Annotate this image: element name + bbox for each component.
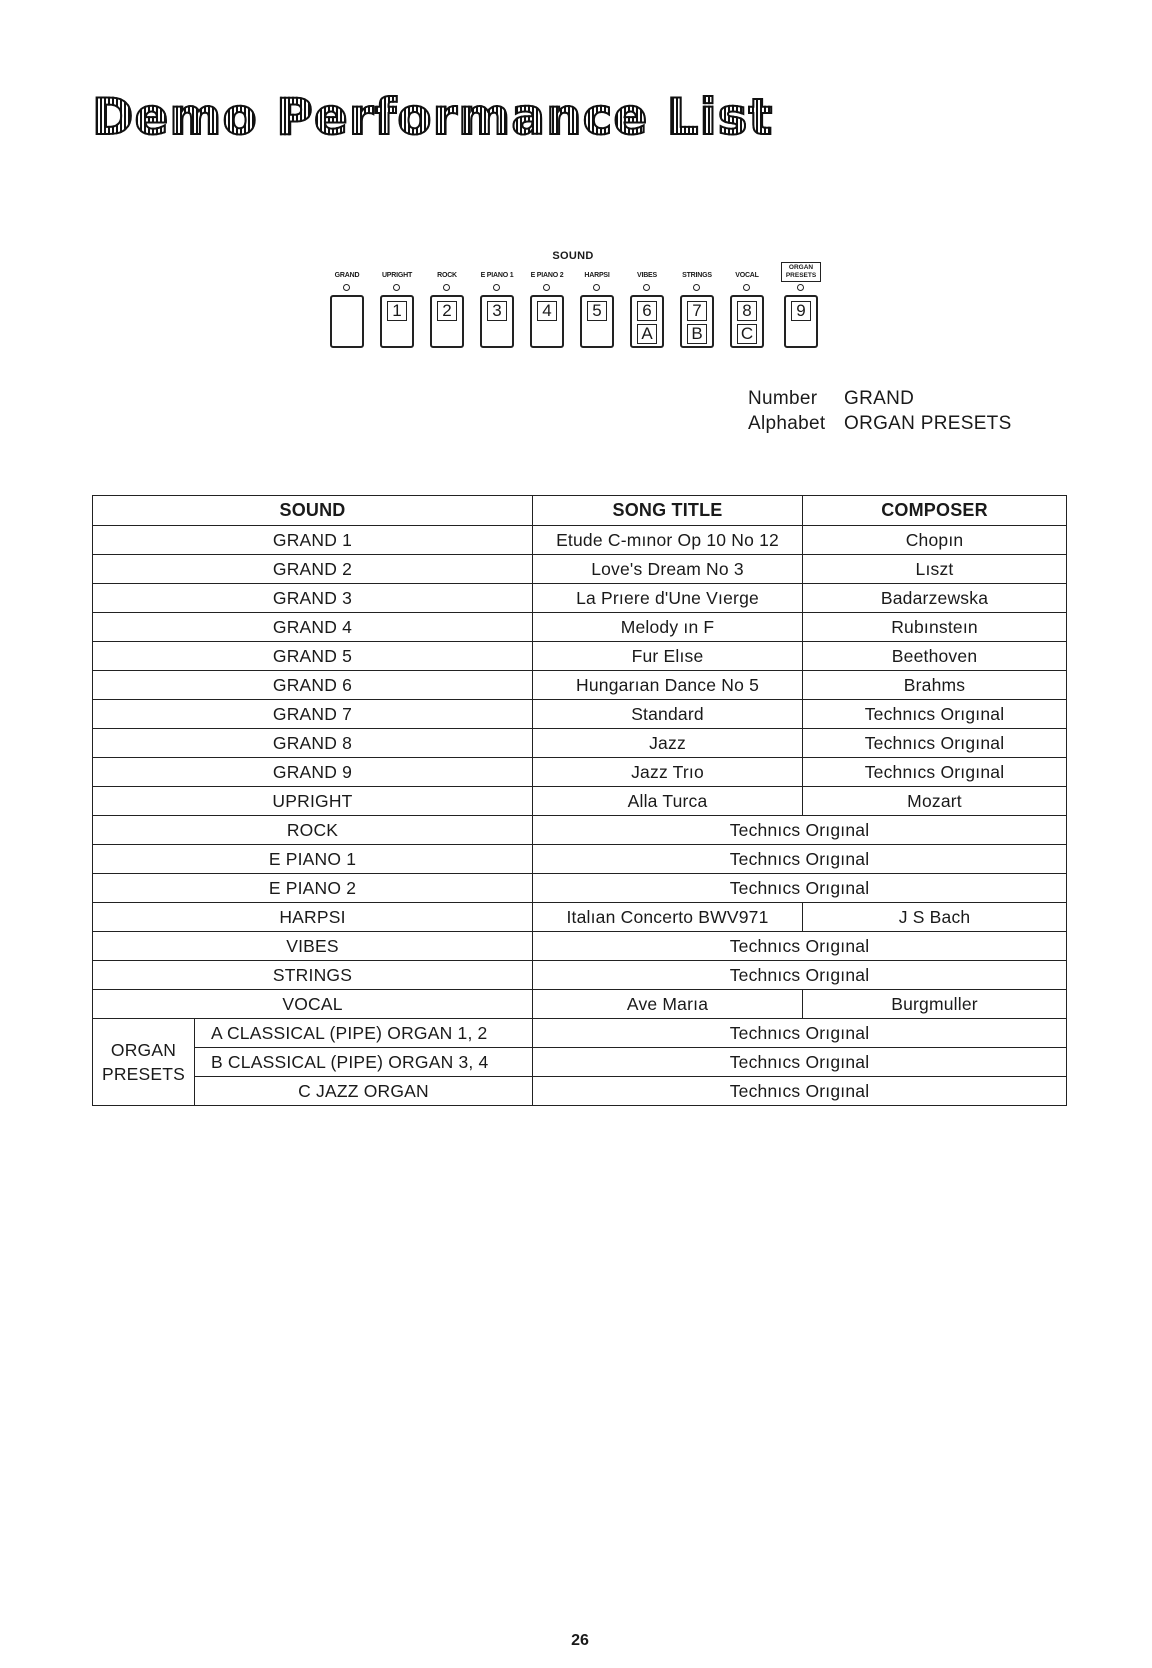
cell-composer: Brahms [803,671,1067,700]
cell-sound: GRAND 3 [93,584,533,613]
key-letter: A [637,324,657,344]
cell-sound: GRAND 1 [93,526,533,555]
button-label-upright: UPRIGHT [381,272,413,279]
led-indicator [743,284,750,291]
led-indicator [643,284,650,291]
cell-song: Jazz Trıo [533,758,803,787]
cell-composer: Rubınsteın [803,613,1067,642]
cell-song: La Prıere d'Une Vıerge [533,584,803,613]
cell-sound: A CLASSICAL (PIPE) ORGAN 1, 2 [195,1019,533,1048]
table-row [93,816,1067,845]
cell-composer: Chopın [803,526,1067,555]
cell-song-composer: Technıcs Orıgınal [533,845,1067,874]
table-header-row [93,496,1067,526]
page-number: 26 [571,1632,589,1649]
cell-song: Fur Elıse [533,642,803,671]
sound-button-organ-presets [784,295,818,348]
sound-button-harpsi [580,295,614,348]
cell-song: Jazz [533,729,803,758]
key-number: 1 [387,301,407,321]
sound-panel-diagram [0,0,1152,400]
table-row [93,932,1067,961]
table-row [93,671,1067,700]
button-label-grand: GRAND [334,272,360,279]
legend-key: Number [748,388,818,409]
key-letter: C [737,324,757,344]
key-number: 4 [537,301,557,321]
legend-row-alphabet [748,411,1012,436]
sound-button-upright [380,295,414,348]
table-row [93,758,1067,787]
table-row [93,787,1067,816]
legend-key: Alphabet [748,413,826,434]
key-letter: B [687,324,707,344]
cell-song-composer: Technıcs Orıgınal [533,1048,1067,1077]
header-song-title: SONG TITLE [533,496,803,526]
cell-sound: UPRIGHT [93,787,533,816]
cell-sound: E PIANO 2 [93,874,533,903]
table-row [93,961,1067,990]
key-number: 5 [587,301,607,321]
cell-song: Ave Marıa [533,990,803,1019]
cell-song-composer: Technıcs Orıgınal [533,1077,1067,1106]
key-legend [748,386,1012,436]
key-number: 7 [687,301,707,321]
cell-sound: GRAND 7 [93,700,533,729]
sound-button-rock [430,295,464,348]
key-number: 9 [791,301,811,321]
cell-sound: STRINGS [93,961,533,990]
led-indicator [443,284,450,291]
cell-song-composer: Technıcs Orıgınal [533,816,1067,845]
legend-row-number [748,386,1012,411]
cell-composer: Technıcs Orıgınal [803,700,1067,729]
cell-composer: Mozart [803,787,1067,816]
cell-song-composer: Technıcs Orıgınal [533,961,1067,990]
cell-composer: Lıszt [803,555,1067,584]
cell-sound: GRAND 4 [93,613,533,642]
sound-button-epiano1 [480,295,514,348]
table-row [93,700,1067,729]
cell-sound: GRAND 2 [93,555,533,584]
key-number: 2 [437,301,457,321]
button-label-organ-presets: ORGAN PRESETS [781,262,821,282]
cell-song: Melody ın F [533,613,803,642]
led-indicator [343,284,350,291]
legend-value: ORGAN PRESETS [844,413,1012,434]
button-label-vocal: VOCAL [735,272,759,279]
cell-composer: Technıcs Orıgınal [803,729,1067,758]
cell-song: Hungarıan Dance No 5 [533,671,803,700]
key-number: 8 [737,301,757,321]
cell-sound: GRAND 8 [93,729,533,758]
cell-song: Standard [533,700,803,729]
sound-button-vibes [630,295,664,348]
table-row [93,526,1067,555]
button-label-epiano2: E PIANO 2 [530,272,564,279]
sound-button-vocal [730,295,764,348]
header-sound: SOUND [93,496,533,526]
led-indicator [493,284,500,291]
header-composer: COMPOSER [803,496,1067,526]
led-indicator [797,284,804,291]
table-row [93,729,1067,758]
cell-composer: Burgmuller [803,990,1067,1019]
key-number: 6 [637,301,657,321]
cell-sound: HARPSI [93,903,533,932]
cell-song: Italıan Concerto BWV971 [533,903,803,932]
page-title: Demo Performance List [92,88,774,146]
button-label-harpsi: HARPSI [584,272,610,279]
cell-song-composer: Technıcs Orıgınal [533,932,1067,961]
cell-composer: J S Bach [803,903,1067,932]
cell-sound: GRAND 6 [93,671,533,700]
cell-composer: Beethoven [803,642,1067,671]
table-row [93,990,1067,1019]
legend-value: GRAND [844,388,915,409]
table-row [93,874,1067,903]
cell-sound: GRAND 9 [93,758,533,787]
led-indicator [593,284,600,291]
organ-presets-group-label [93,1019,195,1106]
button-label-vibes: VIBES [636,272,657,279]
cell-song-composer: Technıcs Orıgınal [533,1019,1067,1048]
sound-button-epiano2 [530,295,564,348]
cell-sound: VOCAL [93,990,533,1019]
table-row [93,584,1067,613]
cell-song: Alla Turca [533,787,803,816]
cell-song: Etude C-mınor Op 10 No 12 [533,526,803,555]
cell-song: Love's Dream No 3 [533,555,803,584]
led-indicator [393,284,400,291]
cell-sound: E PIANO 1 [93,845,533,874]
table-row [93,642,1067,671]
demo-performance-table [92,495,1067,1106]
cell-sound: GRAND 5 [93,642,533,671]
key-number: 3 [487,301,507,321]
led-indicator [693,284,700,291]
cell-sound: B CLASSICAL (PIPE) ORGAN 3, 4 [195,1048,533,1077]
table-row [93,1077,1067,1106]
cell-sound: ROCK [93,816,533,845]
table-row [93,1019,1067,1048]
group-label-line: ORGAN [110,1040,177,1060]
sound-button-strings [680,295,714,348]
sound-heading: SOUND [552,250,594,262]
led-indicator [543,284,550,291]
cell-sound: VIBES [93,932,533,961]
table-row [93,845,1067,874]
sound-button-grand [330,295,364,348]
cell-sound: C JAZZ ORGAN [195,1077,533,1106]
cell-song-composer: Technıcs Orıgınal [533,874,1067,903]
button-label-strings: STRINGS [682,272,712,279]
cell-composer: Technıcs Orıgınal [803,758,1067,787]
button-label-epiano1: E PIANO 1 [480,272,514,279]
table-row [93,555,1067,584]
table-row [93,903,1067,932]
cell-composer: Badarzewska [803,584,1067,613]
button-label-rock: ROCK [437,272,457,279]
table-row [93,613,1067,642]
table-row [93,1048,1067,1077]
group-label-line: PRESETS [101,1064,186,1084]
